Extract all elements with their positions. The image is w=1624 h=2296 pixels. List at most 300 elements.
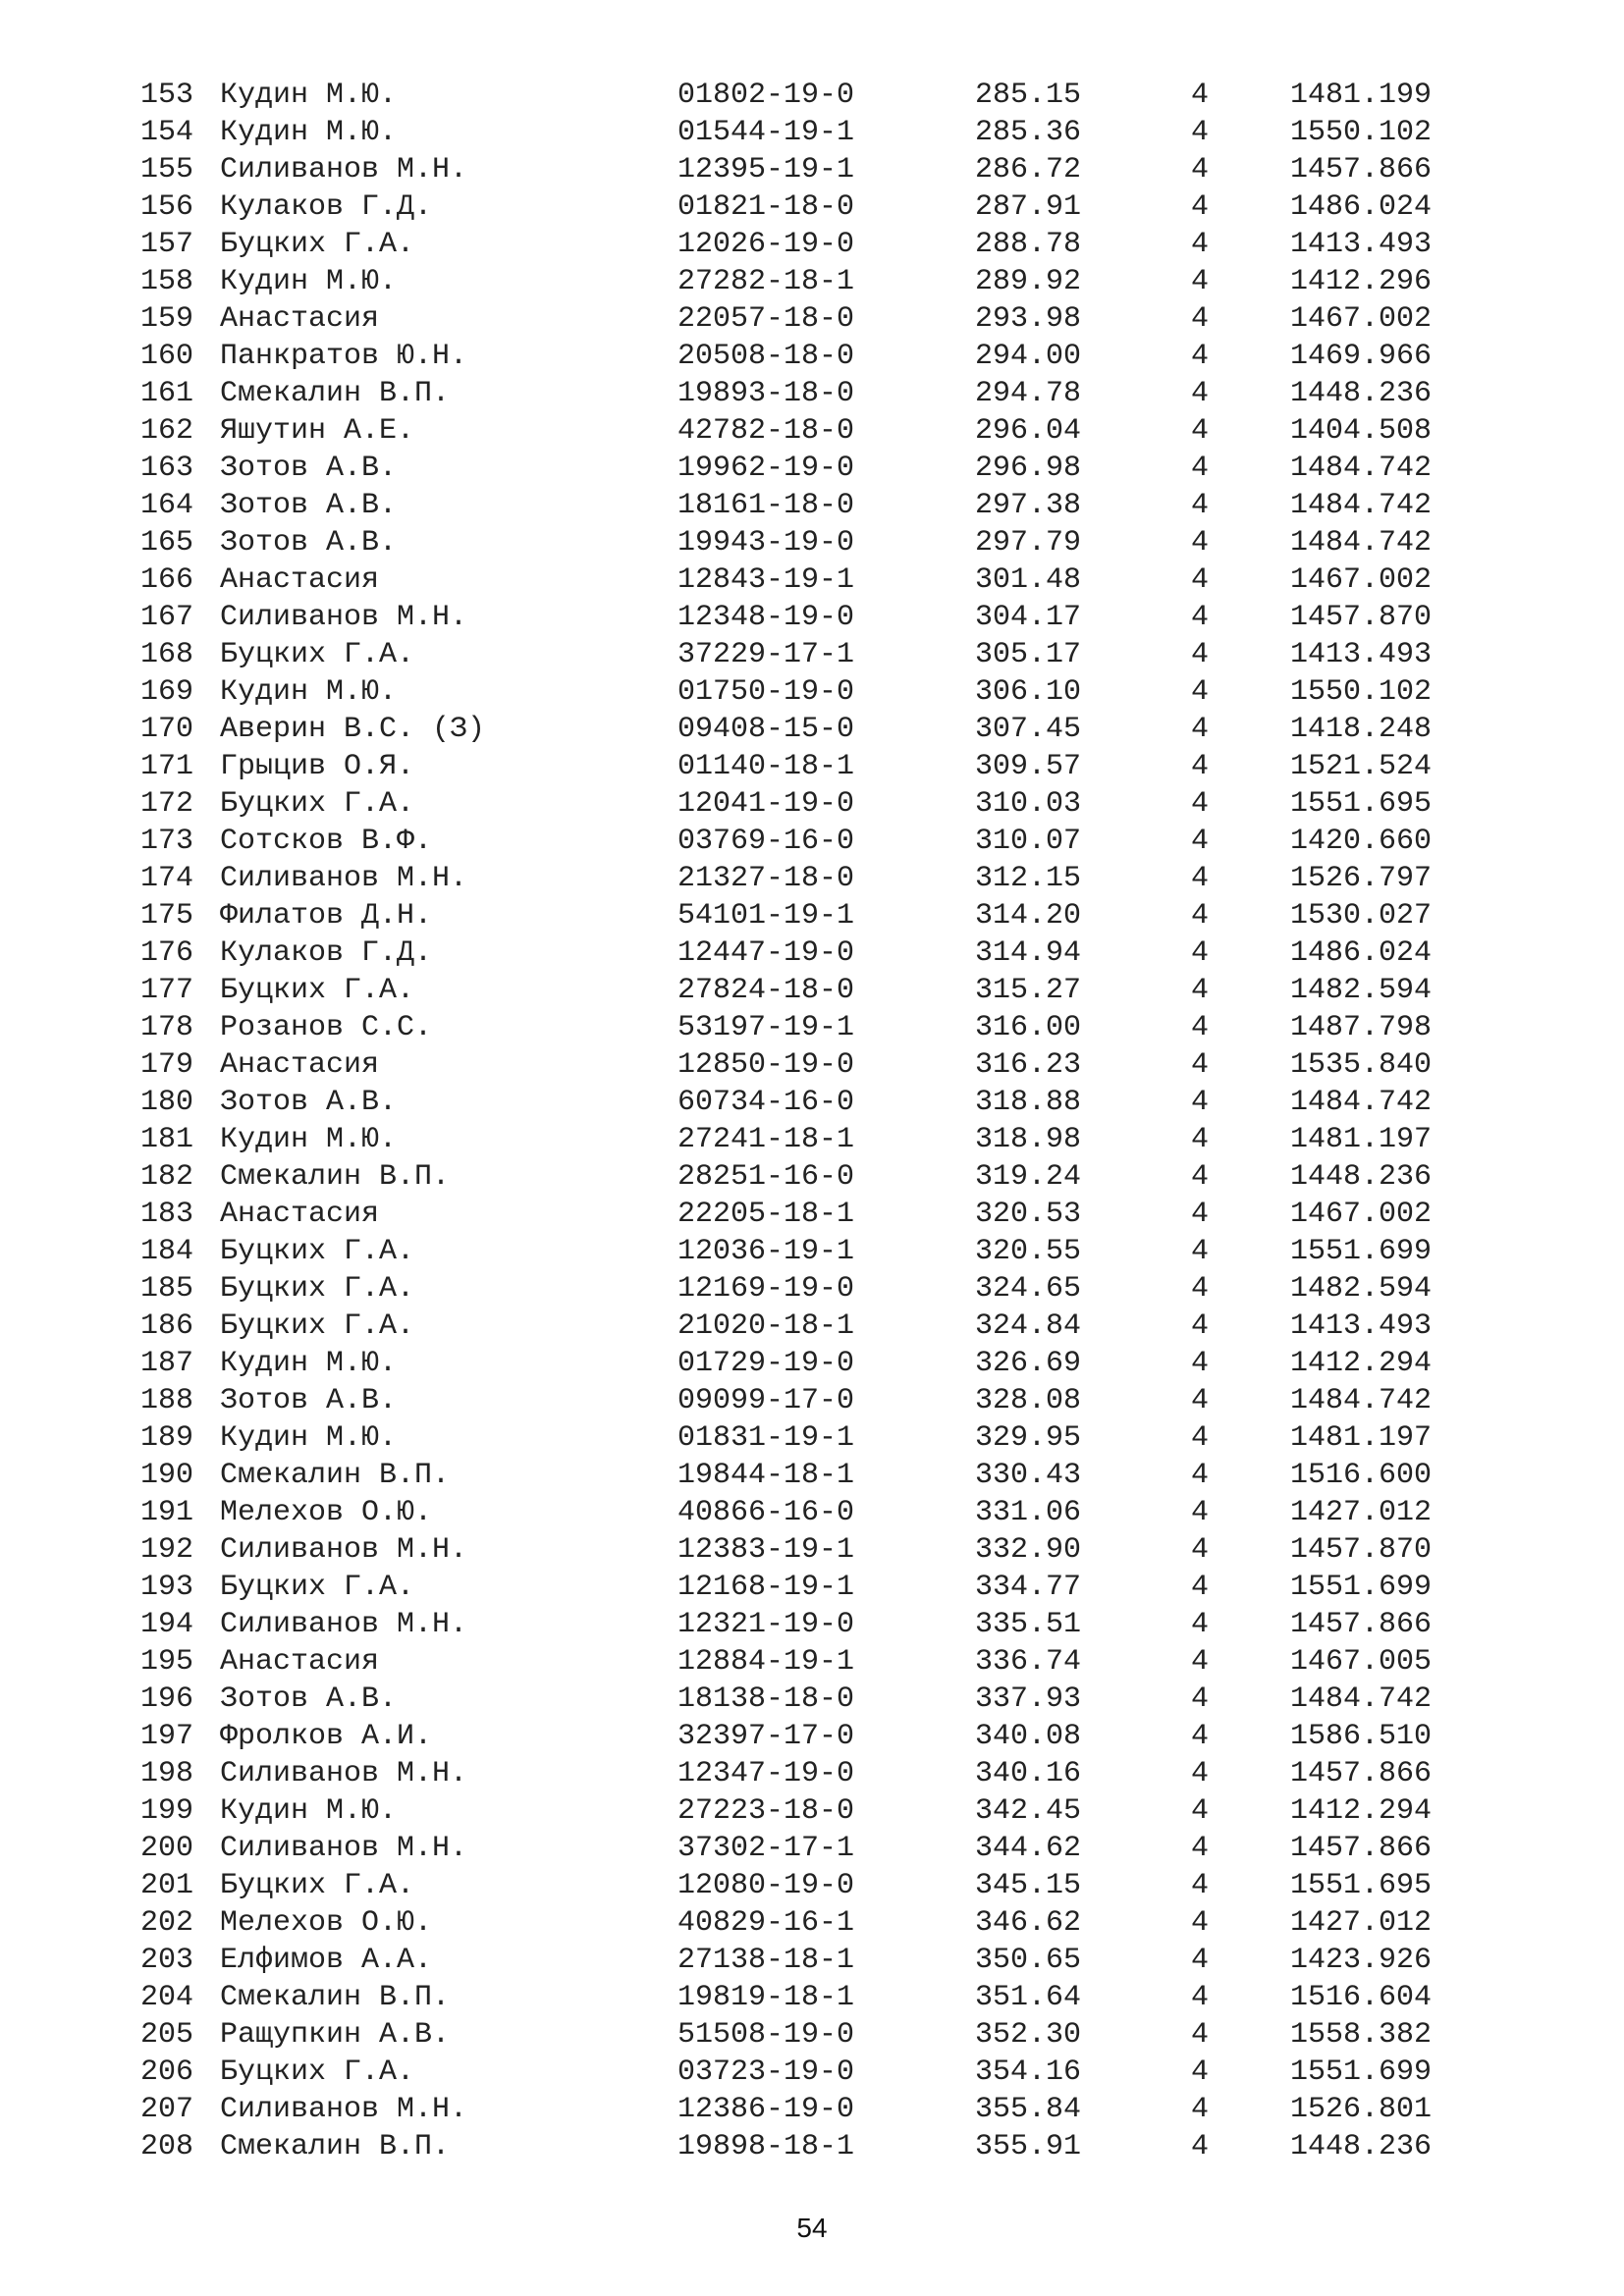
row-grade: 4	[1191, 2018, 1210, 2052]
row-grade: 4	[1191, 1496, 1210, 1529]
row-grade: 4	[1191, 1459, 1210, 1492]
row-name: Буцких Г.А.	[220, 638, 415, 671]
row-name: Зотов А.В.	[220, 1384, 398, 1417]
row-code: 27241-18-1	[677, 1123, 855, 1156]
row-score: 1516.600	[1290, 1459, 1433, 1492]
row-grade: 4	[1191, 1682, 1210, 1716]
row-grade: 4	[1191, 1571, 1210, 1604]
row-grade: 4	[1191, 1832, 1210, 1865]
row-number: 181	[140, 1123, 194, 1156]
row-number: 186	[140, 1309, 194, 1343]
row-grade: 4	[1191, 377, 1210, 410]
row-value: 330.43	[975, 1459, 1082, 1492]
row-score: 1481.197	[1290, 1421, 1433, 1455]
row-name: Сотсков В.Ф.	[220, 825, 433, 858]
row-code: 12383-19-1	[677, 1533, 855, 1567]
row-code: 37302-17-1	[677, 1832, 855, 1865]
row-grade: 4	[1191, 1048, 1210, 1082]
row-name: Силиванов М.Н.	[220, 1832, 468, 1865]
row-value: 355.84	[975, 2093, 1082, 2126]
row-number: 195	[140, 1645, 194, 1679]
row-value: 309.57	[975, 750, 1082, 783]
table-row	[0, 561, 1624, 599]
row-value: 318.98	[975, 1123, 1082, 1156]
row-code: 37229-17-1	[677, 638, 855, 671]
row-grade: 4	[1191, 1123, 1210, 1156]
table-row	[0, 636, 1624, 673]
row-number: 208	[140, 2130, 194, 2163]
page-number: 54	[796, 2213, 828, 2243]
row-number: 193	[140, 1571, 194, 1604]
row-code: 19898-18-1	[677, 2130, 855, 2163]
row-value: 326.69	[975, 1347, 1082, 1380]
row-value: 316.23	[975, 1048, 1082, 1082]
row-code: 12395-19-1	[677, 153, 855, 187]
row-grade: 4	[1191, 1944, 1210, 1977]
row-value: 346.62	[975, 1906, 1082, 1940]
row-score: 1412.294	[1290, 1794, 1433, 1828]
row-name: Анастасия	[220, 302, 380, 336]
row-code: 09408-15-0	[677, 713, 855, 746]
row-score: 1457.866	[1290, 1757, 1433, 1790]
row-grade: 4	[1191, 1235, 1210, 1268]
row-grade: 4	[1191, 79, 1210, 112]
row-value: 345.15	[975, 1869, 1082, 1902]
row-grade: 4	[1191, 452, 1210, 485]
row-grade: 4	[1191, 750, 1210, 783]
row-name: Панкратов Ю.Н.	[220, 340, 468, 373]
row-value: 340.16	[975, 1757, 1082, 1790]
row-grade: 4	[1191, 2130, 1210, 2163]
table-row	[0, 1457, 1624, 1494]
table-row	[0, 300, 1624, 338]
row-number: 188	[140, 1384, 194, 1417]
table-row	[0, 375, 1624, 412]
row-number: 175	[140, 899, 194, 933]
row-value: 307.45	[975, 713, 1082, 746]
row-name: Елфимов А.А.	[220, 1944, 433, 1977]
table-row	[0, 1046, 1624, 1084]
row-score: 1482.594	[1290, 1272, 1433, 1306]
row-name: Зотов А.В.	[220, 1086, 398, 1119]
row-name: Смекалин В.П.	[220, 1981, 451, 2014]
table-row	[0, 1569, 1624, 1606]
row-value: 335.51	[975, 1608, 1082, 1641]
row-name: Мелехов О.Ю.	[220, 1906, 433, 1940]
row-value: 297.79	[975, 526, 1082, 560]
row-score: 1484.742	[1290, 489, 1433, 522]
row-name: Смекалин В.П.	[220, 2130, 451, 2163]
row-number: 162	[140, 414, 194, 448]
row-code: 01831-19-1	[677, 1421, 855, 1455]
row-number: 161	[140, 377, 194, 410]
row-code: 01729-19-0	[677, 1347, 855, 1380]
row-value: 294.00	[975, 340, 1082, 373]
row-value: 286.72	[975, 153, 1082, 187]
row-code: 19962-19-0	[677, 452, 855, 485]
row-code: 51508-19-0	[677, 2018, 855, 2052]
table-row	[0, 1494, 1624, 1531]
row-value: 342.45	[975, 1794, 1082, 1828]
row-grade: 4	[1191, 1309, 1210, 1343]
table-row	[0, 226, 1624, 263]
row-code: 20508-18-0	[677, 340, 855, 373]
table-row	[0, 114, 1624, 151]
row-name: Буцких Г.А.	[220, 1869, 415, 1902]
row-code: 54101-19-1	[677, 899, 855, 933]
row-value: 314.20	[975, 899, 1082, 933]
row-grade: 4	[1191, 563, 1210, 597]
row-grade: 4	[1191, 601, 1210, 634]
row-score: 1516.604	[1290, 1981, 1433, 2014]
row-code: 12168-19-1	[677, 1571, 855, 1604]
row-grade: 4	[1191, 1869, 1210, 1902]
table-row	[0, 151, 1624, 188]
row-grade: 4	[1191, 1086, 1210, 1119]
row-code: 32397-17-0	[677, 1720, 855, 1753]
row-number: 168	[140, 638, 194, 671]
row-code: 19943-19-0	[677, 526, 855, 560]
row-name: Силиванов М.Н.	[220, 601, 468, 634]
row-name: Анастасия	[220, 1198, 380, 1231]
row-score: 1535.840	[1290, 1048, 1433, 1082]
row-score: 1448.236	[1290, 2130, 1433, 2163]
row-name: Кудин М.Ю.	[220, 1421, 398, 1455]
row-name: Кулаков Г.Д.	[220, 190, 433, 224]
row-name: Буцких Г.А.	[220, 1571, 415, 1604]
table-row	[0, 823, 1624, 860]
row-code: 19819-18-1	[677, 1981, 855, 2014]
table-row	[0, 1755, 1624, 1792]
table-row	[0, 188, 1624, 226]
row-score: 1404.508	[1290, 414, 1433, 448]
row-score: 1448.236	[1290, 1160, 1433, 1194]
row-grade: 4	[1191, 1794, 1210, 1828]
row-name: Грыцив О.Я.	[220, 750, 415, 783]
row-code: 40829-16-1	[677, 1906, 855, 1940]
row-name: Буцких Г.А.	[220, 2056, 415, 2089]
row-value: 332.90	[975, 1533, 1082, 1567]
row-code: 12041-19-0	[677, 787, 855, 821]
table-row	[0, 1419, 1624, 1457]
row-score: 1457.866	[1290, 153, 1433, 187]
row-name: Силиванов М.Н.	[220, 1757, 468, 1790]
row-score: 1467.002	[1290, 302, 1433, 336]
table-row	[0, 1382, 1624, 1419]
row-number: 170	[140, 713, 194, 746]
row-number: 192	[140, 1533, 194, 1567]
row-name: Зотов А.В.	[220, 1682, 398, 1716]
row-number: 174	[140, 862, 194, 895]
row-number: 197	[140, 1720, 194, 1753]
row-grade: 4	[1191, 1533, 1210, 1567]
row-value: 289.92	[975, 265, 1082, 298]
row-value: 354.16	[975, 2056, 1082, 2089]
row-score: 1413.493	[1290, 228, 1433, 261]
row-score: 1427.012	[1290, 1906, 1433, 1940]
row-grade: 4	[1191, 974, 1210, 1007]
row-score: 1487.798	[1290, 1011, 1433, 1044]
row-value: 334.77	[975, 1571, 1082, 1604]
table-row	[0, 77, 1624, 114]
row-score: 1521.524	[1290, 750, 1433, 783]
row-grade: 4	[1191, 787, 1210, 821]
row-code: 53197-19-1	[677, 1011, 855, 1044]
table-row	[0, 1308, 1624, 1345]
table-row	[0, 934, 1624, 972]
row-score: 1457.866	[1290, 1608, 1433, 1641]
table-row	[0, 1979, 1624, 2016]
row-number: 177	[140, 974, 194, 1007]
row-number: 182	[140, 1160, 194, 1194]
table-row	[0, 1606, 1624, 1643]
row-grade: 4	[1191, 190, 1210, 224]
row-value: 315.27	[975, 974, 1082, 1007]
row-value: 285.15	[975, 79, 1082, 112]
row-score: 1412.294	[1290, 1347, 1433, 1380]
row-code: 28251-16-0	[677, 1160, 855, 1194]
table-row	[0, 1009, 1624, 1046]
row-name: Силиванов М.Н.	[220, 1608, 468, 1641]
row-number: 173	[140, 825, 194, 858]
row-code: 01821-18-0	[677, 190, 855, 224]
row-name: Буцких Г.А.	[220, 1235, 415, 1268]
row-code: 27282-18-1	[677, 265, 855, 298]
table-row	[0, 1942, 1624, 1979]
row-code: 19844-18-1	[677, 1459, 855, 1492]
row-name: Смекалин В.П.	[220, 1160, 451, 1194]
row-value: 329.95	[975, 1421, 1082, 1455]
table-row	[0, 711, 1624, 748]
row-number: 185	[140, 1272, 194, 1306]
table-row	[0, 2091, 1624, 2128]
row-name: Аверин В.С. (З)	[220, 713, 486, 746]
row-number: 206	[140, 2056, 194, 2089]
row-value: 320.55	[975, 1235, 1082, 1268]
row-code: 27824-18-0	[677, 974, 855, 1007]
row-name: Мелехов О.Ю.	[220, 1496, 433, 1529]
row-grade: 4	[1191, 228, 1210, 261]
row-value: 344.62	[975, 1832, 1082, 1865]
table-row	[0, 1904, 1624, 1942]
row-number: 179	[140, 1048, 194, 1082]
row-number: 154	[140, 116, 194, 149]
row-score: 1586.510	[1290, 1720, 1433, 1753]
row-value: 297.38	[975, 489, 1082, 522]
row-score: 1482.594	[1290, 974, 1433, 1007]
row-name: Силиванов М.Н.	[220, 862, 468, 895]
table-row	[0, 2128, 1624, 2165]
row-name: Смекалин В.П.	[220, 377, 451, 410]
row-code: 27223-18-0	[677, 1794, 855, 1828]
table-row	[0, 1718, 1624, 1755]
row-number: 187	[140, 1347, 194, 1380]
row-grade: 4	[1191, 1347, 1210, 1380]
row-value: 324.84	[975, 1309, 1082, 1343]
row-code: 12850-19-0	[677, 1048, 855, 1082]
row-code: 22205-18-1	[677, 1198, 855, 1231]
row-grade: 4	[1191, 116, 1210, 149]
row-number: 176	[140, 936, 194, 970]
row-value: 294.78	[975, 377, 1082, 410]
row-grade: 4	[1191, 2093, 1210, 2126]
row-value: 288.78	[975, 228, 1082, 261]
row-grade: 4	[1191, 526, 1210, 560]
row-grade: 4	[1191, 713, 1210, 746]
row-code: 60734-16-0	[677, 1086, 855, 1119]
row-grade: 4	[1191, 1981, 1210, 2014]
row-grade: 4	[1191, 153, 1210, 187]
row-grade: 4	[1191, 265, 1210, 298]
row-grade: 4	[1191, 899, 1210, 933]
table-row	[0, 1792, 1624, 1830]
row-number: 203	[140, 1944, 194, 1977]
table-row	[0, 599, 1624, 636]
row-score: 1486.024	[1290, 936, 1433, 970]
row-number: 202	[140, 1906, 194, 1940]
row-score: 1484.742	[1290, 1682, 1433, 1716]
row-code: 12080-19-0	[677, 1869, 855, 1902]
row-grade: 4	[1191, 1160, 1210, 1194]
table-row	[0, 487, 1624, 524]
row-score: 1469.966	[1290, 340, 1433, 373]
row-name: Силиванов М.Н.	[220, 1533, 468, 1567]
row-code: 12884-19-1	[677, 1645, 855, 1679]
row-value: 296.98	[975, 452, 1082, 485]
row-number: 198	[140, 1757, 194, 1790]
row-grade: 4	[1191, 1272, 1210, 1306]
row-grade: 4	[1191, 1906, 1210, 1940]
row-grade: 4	[1191, 489, 1210, 522]
row-score: 1550.102	[1290, 675, 1433, 709]
row-score: 1413.493	[1290, 638, 1433, 671]
table-row	[0, 1830, 1624, 1867]
row-value: 340.08	[975, 1720, 1082, 1753]
table-row	[0, 524, 1624, 561]
row-number: 167	[140, 601, 194, 634]
row-name: Розанов С.С.	[220, 1011, 433, 1044]
row-name: Кудин М.Ю.	[220, 116, 398, 149]
row-name: Анастасия	[220, 1048, 380, 1082]
row-score: 1551.695	[1290, 1869, 1433, 1902]
row-grade: 4	[1191, 936, 1210, 970]
row-number: 172	[140, 787, 194, 821]
table-row	[0, 1643, 1624, 1681]
row-code: 18138-18-0	[677, 1682, 855, 1716]
row-number: 200	[140, 1832, 194, 1865]
row-grade: 4	[1191, 1421, 1210, 1455]
row-name: Филатов Д.Н.	[220, 899, 433, 933]
row-number: 165	[140, 526, 194, 560]
table-row	[0, 2054, 1624, 2091]
row-grade: 4	[1191, 638, 1210, 671]
row-value: 310.07	[975, 825, 1082, 858]
row-name: Силиванов М.Н.	[220, 153, 468, 187]
row-code: 12347-19-0	[677, 1757, 855, 1790]
table-row	[0, 748, 1624, 785]
row-number: 184	[140, 1235, 194, 1268]
row-value: 336.74	[975, 1645, 1082, 1679]
row-number: 160	[140, 340, 194, 373]
row-value: 320.53	[975, 1198, 1082, 1231]
row-value: 319.24	[975, 1160, 1082, 1194]
row-value: 287.91	[975, 190, 1082, 224]
row-score: 1457.866	[1290, 1832, 1433, 1865]
row-value: 296.04	[975, 414, 1082, 448]
row-value: 305.17	[975, 638, 1082, 671]
table-row	[0, 2016, 1624, 2054]
row-number: 163	[140, 452, 194, 485]
row-score: 1427.012	[1290, 1496, 1433, 1529]
row-code: 03723-19-0	[677, 2056, 855, 2089]
row-grade: 4	[1191, 2056, 1210, 2089]
table-row	[0, 338, 1624, 375]
row-grade: 4	[1191, 1608, 1210, 1641]
row-value: 324.65	[975, 1272, 1082, 1306]
row-grade: 4	[1191, 675, 1210, 709]
row-score: 1551.699	[1290, 1571, 1433, 1604]
table-row	[0, 897, 1624, 934]
row-code: 12348-19-0	[677, 601, 855, 634]
row-name: Кудин М.Ю.	[220, 1347, 398, 1380]
row-number: 190	[140, 1459, 194, 1492]
results-table	[0, 77, 1624, 2165]
row-code: 27138-18-1	[677, 1944, 855, 1977]
row-value: 352.30	[975, 2018, 1082, 2052]
row-number: 156	[140, 190, 194, 224]
table-row	[0, 263, 1624, 300]
row-score: 1481.199	[1290, 79, 1433, 112]
table-row	[0, 450, 1624, 487]
row-score: 1412.296	[1290, 265, 1433, 298]
row-name: Кудин М.Ю.	[220, 265, 398, 298]
row-number: 180	[140, 1086, 194, 1119]
row-number: 204	[140, 1981, 194, 2014]
row-grade: 4	[1191, 1757, 1210, 1790]
row-score: 1558.382	[1290, 2018, 1433, 2052]
row-value: 316.00	[975, 1011, 1082, 1044]
table-row	[0, 1531, 1624, 1569]
row-score: 1457.870	[1290, 601, 1433, 634]
row-value: 293.98	[975, 302, 1082, 336]
table-row	[0, 1345, 1624, 1382]
row-number: 199	[140, 1794, 194, 1828]
row-value: 285.36	[975, 116, 1082, 149]
row-name: Кудин М.Ю.	[220, 79, 398, 112]
row-name: Кудин М.Ю.	[220, 675, 398, 709]
table-row	[0, 1121, 1624, 1158]
row-name: Смекалин В.П.	[220, 1459, 451, 1492]
row-name: Силиванов М.Н.	[220, 2093, 468, 2126]
row-number: 169	[140, 675, 194, 709]
row-number: 153	[140, 79, 194, 112]
row-score: 1484.742	[1290, 1086, 1433, 1119]
row-value: 314.94	[975, 936, 1082, 970]
row-score: 1467.005	[1290, 1645, 1433, 1679]
row-number: 194	[140, 1608, 194, 1641]
row-grade: 4	[1191, 1011, 1210, 1044]
row-value: 301.48	[975, 563, 1082, 597]
row-score: 1420.660	[1290, 825, 1433, 858]
row-name: Буцких Г.А.	[220, 787, 415, 821]
row-number: 155	[140, 153, 194, 187]
row-name: Фролков А.И.	[220, 1720, 433, 1753]
row-score: 1530.027	[1290, 899, 1433, 933]
row-name: Буцких Г.А.	[220, 1309, 415, 1343]
row-code: 12843-19-1	[677, 563, 855, 597]
row-name: Кудин М.Ю.	[220, 1794, 398, 1828]
table-row	[0, 1867, 1624, 1904]
